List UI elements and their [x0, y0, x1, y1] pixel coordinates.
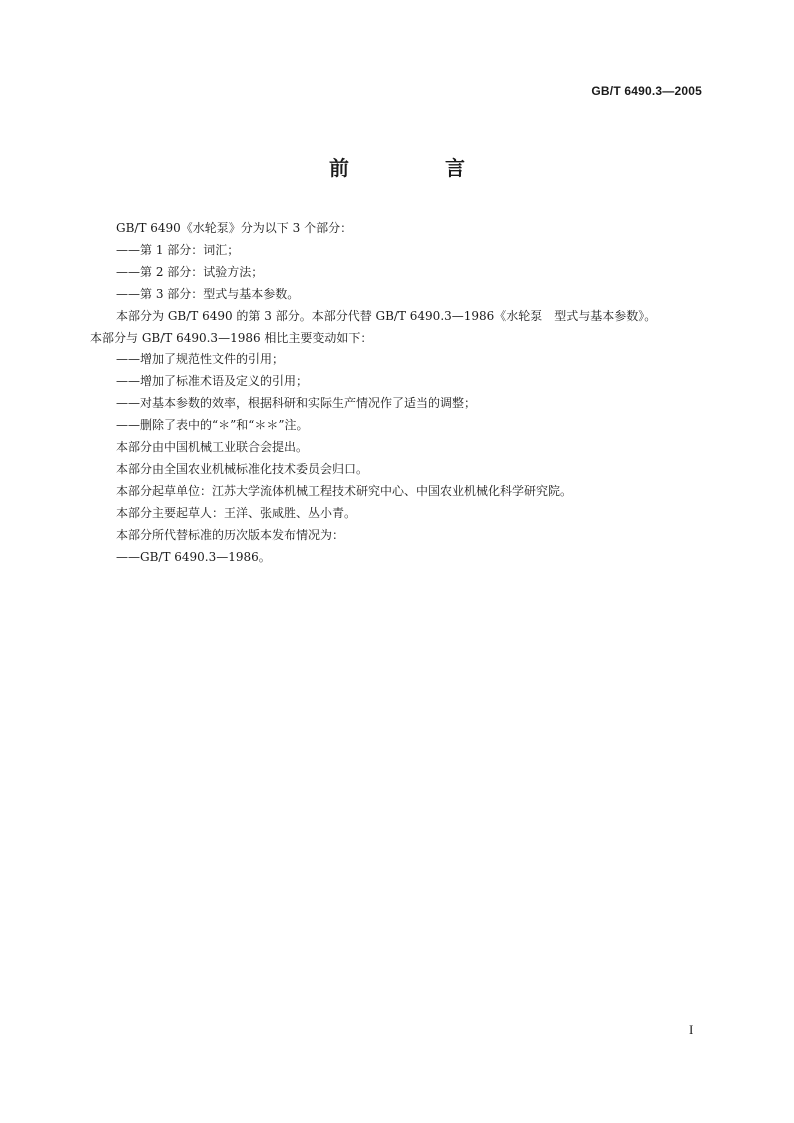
- list-item: ——删除了表中的“＊”和“＊＊”注。: [116, 418, 309, 433]
- paragraph: 本部分主要起草人：王洋、张咸胜、丛小青。: [116, 505, 357, 520]
- document-body: [90, 218, 710, 569]
- paragraph: 本部分起草单位：江苏大学流体机械工程技术研究中心、中国农业机械化科学研究院。: [116, 483, 573, 498]
- paragraph: GB/T 6490《水轮泵》分为以下 3 个部分：: [116, 221, 353, 235]
- paragraph: 本部分为 GB/T 6490 的第 3 部分。本部分代替 GB/T 6490.3—1986《水轮泵 型式与基本参数》。: [116, 308, 657, 323]
- list-item: ——第 1 部分：词汇；: [116, 242, 240, 257]
- list-item: ——第 3 部分：型式与基本参数。: [116, 286, 300, 301]
- list-item: ——GB/T 6490.3—1986。: [116, 549, 271, 564]
- paragraph: 本部分由全国农业机械标准化技术委员会归口。: [116, 461, 369, 476]
- list-item: ——对基本参数的效率，根据科研和实际生产情况作了适当的调整；: [116, 396, 477, 411]
- standard-code-header: GB/T 6490.3—2005: [591, 84, 702, 98]
- page-title: 前 言: [329, 156, 503, 180]
- list-item: ——增加了规范性文件的引用；: [116, 352, 285, 367]
- list-item: ——增加了标准术语及定义的引用；: [116, 374, 309, 389]
- paragraph: 本部分由中国机械工业联合会提出。: [116, 440, 309, 455]
- paragraph: 本部分与 GB/T 6490.3—1986 相比主要变动如下：: [90, 330, 373, 345]
- list-item: ——第 2 部分：试验方法；: [116, 264, 264, 279]
- page-number: I: [689, 1022, 694, 1037]
- paragraph: 本部分所代替标准的历次版本发布情况为：: [116, 527, 345, 542]
